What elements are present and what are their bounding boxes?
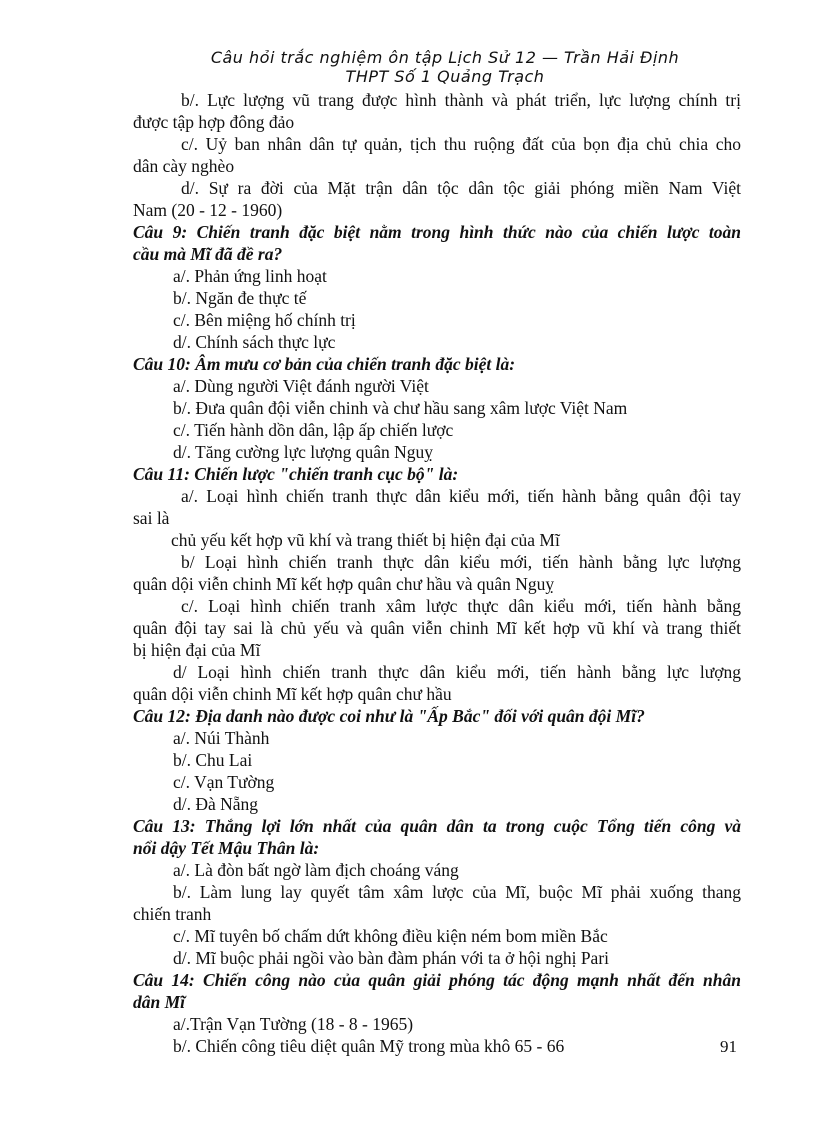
answer-option: d/. Tăng cường lực lượng quân Nguỵ (173, 442, 434, 462)
answer-option-continuation: chiến tranh (133, 904, 212, 924)
answer-option: b/. Chu Lai (173, 750, 253, 770)
header-school: THPT Số 1 Quảng Trạch (345, 67, 545, 86)
answer-option-continuation: quân đội tay sai là chủ yếu và quân viễn chinh Mĩ kết hợp vũ khí và trang thiết (133, 618, 741, 638)
answer-option-continuation: chủ yếu kết hợp vũ khí và trang thiết bị hiện đại của Mĩ (171, 530, 560, 550)
question-12: Câu 12: Địa danh nào được coi như là "Ấp Bắc" đối với quân đội Mĩ? (133, 706, 645, 726)
answer-option-continuation: bị hiện đại của Mĩ (133, 640, 261, 660)
answer-option: d/. Sự ra đời của Mặt trận dân tộc dân tộc giải phóng miền Nam Việt (181, 178, 741, 198)
answer-option: c/. Loại hình chiến tranh xâm lược thực dân kiểu mới, tiến hành bằng (181, 596, 741, 616)
answer-option-continuation: được tập hợp đông đảo (133, 112, 295, 132)
question-13-continuation: nổi dậy Tết Mậu Thân là: (133, 838, 320, 858)
question-11: Câu 11: Chiến lược "chiến tranh cục bộ" là: (133, 464, 459, 484)
header-title: Câu hỏi trắc nghiệm ôn tập Lịch Sử 12 — Trần Hải Định (210, 48, 680, 67)
answer-option: b/. Chiến công tiêu diệt quân Mỹ trong mùa khô 65 - 66 (173, 1036, 565, 1056)
answer-option: b/. Ngăn đe thực tế (173, 288, 307, 308)
question-14-continuation: dân Mĩ (133, 992, 186, 1012)
answer-option: a/. Núi Thành (173, 728, 270, 748)
answer-option: b/. Lực lượng vũ trang được hình thành và phát triển, lực lượng chính trị (181, 90, 741, 110)
page-header (150, 48, 740, 86)
answer-option: d/. Mĩ buộc phải ngồi vào bàn đàm phán với ta ở hội nghị Pari (173, 948, 610, 968)
page-number: 91 (720, 1037, 737, 1056)
answer-option-continuation: quân dội viễn chinh Mĩ kết hợp quân chư hầu và quân Nguỵ (133, 574, 555, 594)
question-9-continuation: cầu mà Mĩ đã đề ra? (133, 244, 283, 264)
answer-option: d/. Chính sách thực lực (173, 332, 336, 352)
question-14: Câu 14: Chiến công nào của quân giải phóng tác động mạnh nhất đến nhân (133, 970, 741, 990)
answer-option: a/. Là đòn bất ngờ làm địch choáng váng (173, 860, 459, 880)
answer-option-continuation: Nam (20 - 12 - 1960) (133, 200, 283, 220)
answer-option: c/. Vạn Tường (173, 772, 275, 792)
answer-option: c/. Mĩ tuyên bố chấm dứt không điều kiện ném bom miền Bắc (173, 926, 608, 946)
answer-option: a/. Dùng người Việt đánh người Việt (173, 376, 429, 396)
answer-option: a/. Loại hình chiến tranh thực dân kiểu mới, tiến hành bằng quân đội tay (181, 486, 741, 506)
answer-option: a/. Phản ứng linh hoạt (173, 266, 327, 286)
answer-option: b/. Làm lung lay quyết tâm xâm lược của Mĩ, buộc Mĩ phải xuống thang (173, 882, 741, 902)
answer-option: a/.Trận Vạn Tường (18 - 8 - 1965) (173, 1014, 414, 1034)
answer-option: b/ Loại hình chiến tranh thực dân kiểu mới, tiến hành bằng lực lượng (181, 552, 741, 572)
answer-option: c/. Bên miệng hố chính trị (173, 310, 356, 330)
question-13: Câu 13: Thắng lợi lớn nhất của quân dân ta trong cuộc Tổng tiến công và (133, 816, 741, 836)
question-10: Câu 10: Âm mưu cơ bản của chiến tranh đặc biệt là: (133, 354, 516, 374)
question-9: Câu 9: Chiến tranh đặc biệt nằm trong hình thức nào của chiến lược toàn (133, 222, 741, 242)
answer-option: d/ Loại hình chiến tranh thực dân kiểu mới, tiến hành bằng lực lượng (173, 662, 741, 682)
answer-option-continuation: sai là (133, 508, 170, 528)
document-body (133, 89, 741, 1057)
answer-option: c/. Uỷ ban nhân dân tự quản, tịch thu ruộng đất của bọn địa chủ chia cho (181, 134, 741, 154)
answer-option-continuation: dân cày nghèo (133, 156, 235, 176)
answer-option: b/. Đưa quân đội viễn chinh và chư hầu sang xâm lược Việt Nam (173, 398, 628, 418)
answer-option-continuation: quân dội viễn chinh Mĩ kết hợp quân chư hầu (133, 684, 452, 704)
answer-option: c/. Tiến hành dồn dân, lập ấp chiến lược (173, 420, 454, 440)
answer-option: d/. Đà Nẵng (173, 794, 259, 814)
